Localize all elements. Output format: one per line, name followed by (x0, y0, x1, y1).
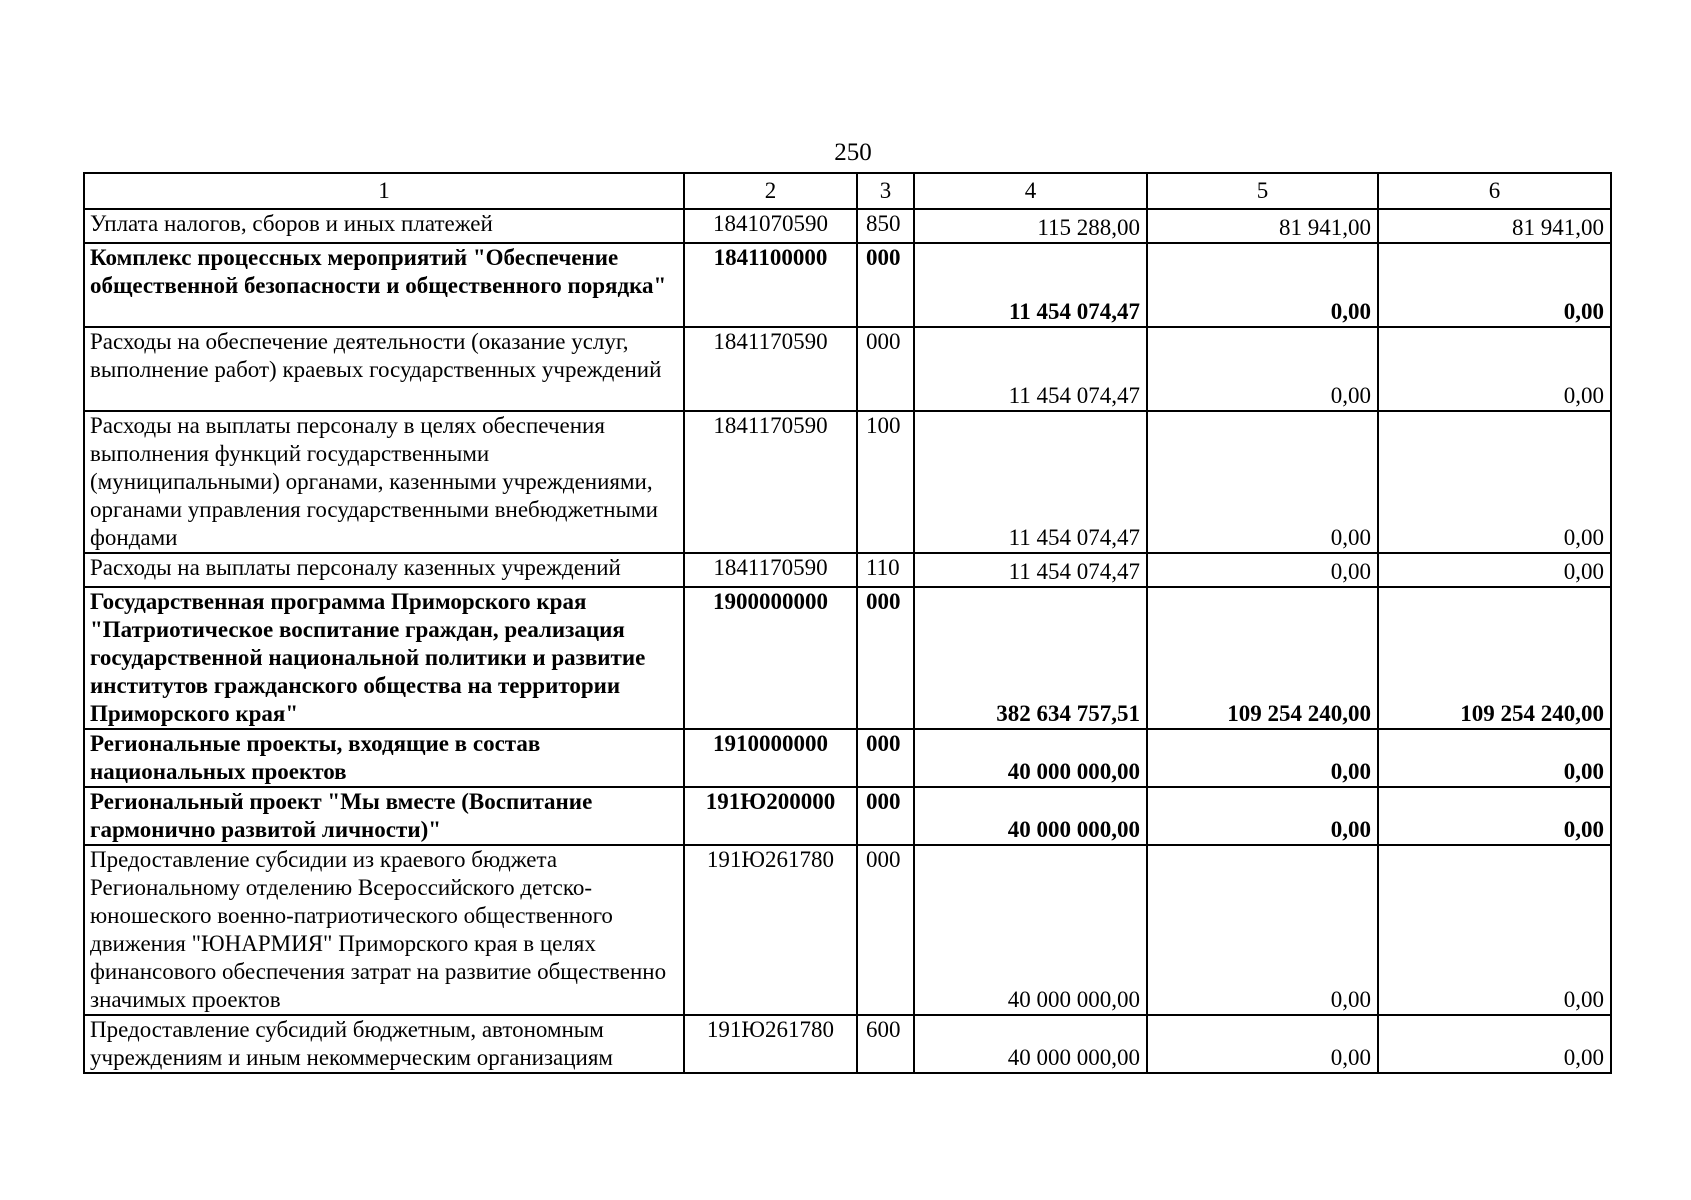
budget-table (83, 172, 1612, 1074)
row-value-6: 0,00 (1378, 243, 1611, 327)
row-code: 1841070590 (684, 209, 857, 243)
row-type: 000 (857, 243, 914, 327)
column-header: 4 (914, 173, 1147, 209)
row-type: 000 (857, 729, 914, 787)
row-value-6: 0,00 (1378, 787, 1611, 845)
row-type: 600 (857, 1015, 914, 1073)
row-code: 1841100000 (684, 243, 857, 327)
table-row (84, 327, 1611, 411)
row-value-5: 0,00 (1147, 729, 1378, 787)
column-header: 3 (857, 173, 914, 209)
row-code: 1841170590 (684, 553, 857, 587)
table-row (84, 243, 1611, 327)
row-name: Расходы на обеспечение деятельности (оказание услуг, выполнение работ) краевых государственных учреждений (84, 327, 684, 411)
row-code: 1910000000 (684, 729, 857, 787)
row-value-4: 40 000 000,00 (914, 845, 1147, 1015)
table-row (84, 553, 1611, 587)
row-type: 100 (857, 411, 914, 553)
row-value-6: 81 941,00 (1378, 209, 1611, 243)
table-row (84, 209, 1611, 243)
table-row (84, 787, 1611, 845)
row-value-4: 11 454 074,47 (914, 243, 1147, 327)
row-name: Предоставление субсидии из краевого бюджета Региональному отделению Всероссийского детско-юношеского военно-патриотического общественного движения "ЮНАРМИЯ" Приморского края в целях финансового обеспечения затрат на развитие общественно значимых проектов (84, 845, 684, 1015)
row-code: 191Ю261780 (684, 845, 857, 1015)
row-type: 000 (857, 587, 914, 729)
row-value-6: 109 254 240,00 (1378, 587, 1611, 729)
row-value-4: 115 288,00 (914, 209, 1147, 243)
table-row (84, 1015, 1611, 1073)
row-value-4: 11 454 074,47 (914, 553, 1147, 587)
row-value-5: 0,00 (1147, 243, 1378, 327)
row-type: 000 (857, 845, 914, 1015)
column-header: 5 (1147, 173, 1378, 209)
row-name: Расходы на выплаты персоналу в целях обеспечения выполнения функций государственными (муниципальными) органами, казенными учреждениями, органами управления государственными внебюджетными фондами (84, 411, 684, 553)
row-value-5: 0,00 (1147, 1015, 1378, 1073)
row-code: 191Ю261780 (684, 1015, 857, 1073)
row-name: Комплекс процессных мероприятий "Обеспечение общественной безопасности и общественного порядка" (84, 243, 684, 327)
row-value-5: 0,00 (1147, 411, 1378, 553)
row-value-6: 0,00 (1378, 1015, 1611, 1073)
row-name: Уплата налогов, сборов и иных платежей (84, 209, 684, 243)
row-type: 850 (857, 209, 914, 243)
table-row (84, 729, 1611, 787)
table-row (84, 587, 1611, 729)
table-row (84, 411, 1611, 553)
column-header: 2 (684, 173, 857, 209)
row-code: 1841170590 (684, 327, 857, 411)
row-value-6: 0,00 (1378, 845, 1611, 1015)
page-number: 250 (834, 139, 872, 166)
row-value-4: 382 634 757,51 (914, 587, 1147, 729)
row-value-6: 0,00 (1378, 411, 1611, 553)
row-code: 1841170590 (684, 411, 857, 553)
column-header: 6 (1378, 173, 1611, 209)
row-value-5: 0,00 (1147, 787, 1378, 845)
row-code: 1900000000 (684, 587, 857, 729)
row-name: Региональный проект "Мы вместе (Воспитание гармонично развитой личности)" (84, 787, 684, 845)
column-header: 1 (84, 173, 684, 209)
row-code: 191Ю200000 (684, 787, 857, 845)
row-value-4: 40 000 000,00 (914, 729, 1147, 787)
row-type: 000 (857, 327, 914, 411)
row-name: Государственная программа Приморского края "Патриотическое воспитание граждан, реализация государственной национальной политики и развитие институтов гражданского общества на территории Приморского края" (84, 587, 684, 729)
row-value-5: 0,00 (1147, 553, 1378, 587)
row-name: Региональные проекты, входящие в состав национальных проектов (84, 729, 684, 787)
table-row (84, 845, 1611, 1015)
row-type: 110 (857, 553, 914, 587)
row-value-5: 0,00 (1147, 327, 1378, 411)
row-name: Предоставление субсидий бюджетным, автономным учреждениям и иным некоммерческим организациям (84, 1015, 684, 1073)
row-name: Расходы на выплаты персоналу казенных учреждений (84, 553, 684, 587)
row-value-4: 11 454 074,47 (914, 327, 1147, 411)
row-value-5: 0,00 (1147, 845, 1378, 1015)
column-header-row (84, 173, 1611, 209)
row-value-6: 0,00 (1378, 327, 1611, 411)
row-type: 000 (857, 787, 914, 845)
row-value-4: 40 000 000,00 (914, 787, 1147, 845)
row-value-5: 81 941,00 (1147, 209, 1378, 243)
row-value-6: 0,00 (1378, 553, 1611, 587)
row-value-4: 11 454 074,47 (914, 411, 1147, 553)
row-value-4: 40 000 000,00 (914, 1015, 1147, 1073)
row-value-6: 0,00 (1378, 729, 1611, 787)
row-value-5: 109 254 240,00 (1147, 587, 1378, 729)
